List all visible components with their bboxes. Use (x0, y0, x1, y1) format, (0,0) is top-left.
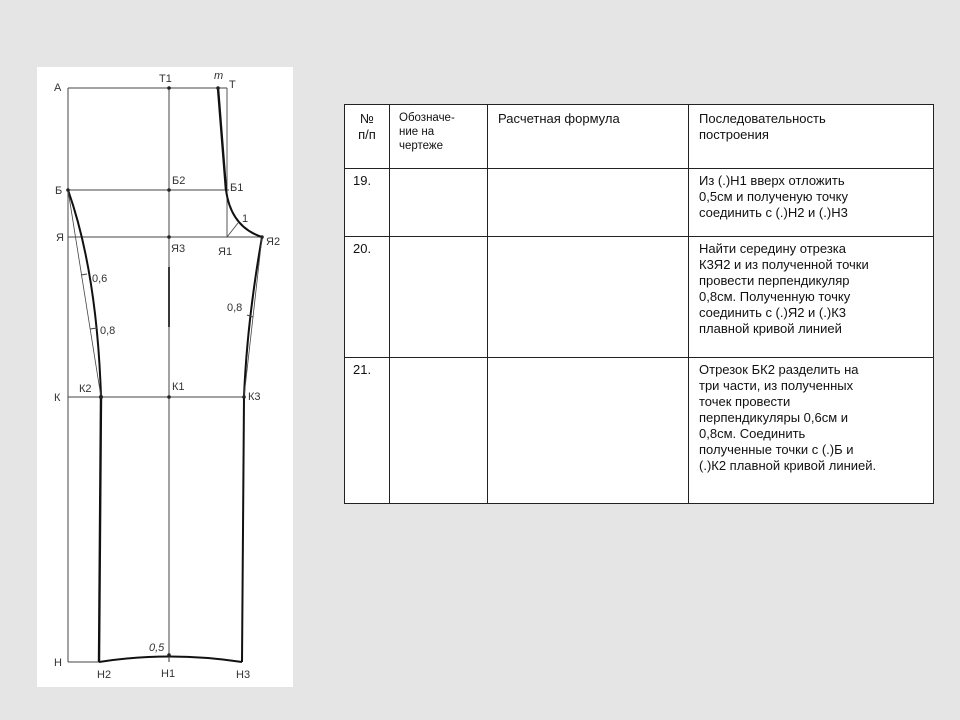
row-sequence-line: перпендикуляры 0,6см и (699, 410, 849, 425)
label-k3: К3 (248, 391, 261, 403)
point-k3 (242, 395, 246, 399)
row-formula (488, 237, 689, 358)
label-m: m (214, 70, 224, 82)
header-num-line1: № (360, 111, 374, 126)
label-n3: Н3 (236, 669, 251, 681)
label-k2: К2 (79, 383, 92, 395)
pattern-drawing-svg (37, 67, 293, 687)
seam-k2-n2 (99, 397, 101, 662)
row-mark (390, 169, 488, 237)
row-formula (488, 358, 689, 504)
header-mark-line3: чертеже (399, 140, 444, 152)
label-n: Н (54, 657, 62, 669)
perp-06 (81, 274, 87, 275)
seam-k3-n3 (242, 397, 244, 662)
header-num-line2: п/п (358, 127, 376, 142)
point-k1 (167, 395, 171, 399)
row-sequence-line: три части, из полученных (699, 378, 854, 393)
label-d06: 0,6 (92, 273, 108, 285)
label-d08-left: 0,8 (100, 325, 116, 337)
row-sequence-line: плавной кривой линией (699, 321, 842, 336)
table-row (345, 237, 934, 358)
row-sequence-line: Найти середину отрезка (699, 241, 846, 256)
label-t: Т (229, 79, 236, 91)
label-one: 1 (242, 213, 249, 225)
row-sequence-line: К3Я2 и из полученной точки (699, 257, 869, 272)
table-header-row (345, 105, 934, 169)
point-t1 (167, 86, 171, 90)
label-k: К (54, 392, 61, 404)
header-sequence-line1: Последовательность (699, 111, 826, 126)
label-b: Б (55, 185, 63, 197)
pattern-drawing (37, 67, 293, 687)
label-ya2: Я2 (266, 236, 281, 248)
row-num: 19. (345, 169, 390, 237)
row-sequence-line: Отрезок БК2 разделить на (699, 362, 859, 377)
label-ya: Я (56, 232, 64, 244)
header-mark-line1: Обозначе- (399, 112, 455, 124)
point-k2 (99, 395, 103, 399)
row-sequence-line: Из (.)Н1 вверх отложить (699, 173, 845, 188)
label-n1: Н1 (161, 668, 176, 680)
header-mark (390, 105, 488, 169)
bisector-ya1 (227, 223, 238, 237)
label-ya1: Я1 (218, 246, 233, 258)
point-n1-raised (167, 653, 171, 657)
row-sequence-line: провести перпендикуляр (699, 273, 850, 288)
row-sequence (689, 237, 934, 358)
row-sequence (689, 169, 934, 237)
table-row (345, 358, 934, 504)
label-n2: Н2 (97, 669, 112, 681)
row-sequence-line: 0,5см и полученую точку (699, 189, 848, 204)
row-sequence-line: (.)К2 плавной кривой линией. (699, 458, 877, 473)
row-sequence-line: 0,8см. Полученную точку (699, 289, 851, 304)
label-b2: Б2 (172, 175, 186, 187)
header-formula (488, 105, 689, 169)
row-num: 20. (345, 237, 390, 358)
row-mark (390, 358, 488, 504)
row-sequence-line: полученные точки с (.)Б и (699, 442, 854, 457)
row-mark (390, 237, 488, 358)
header-sequence (689, 105, 934, 169)
construction-steps-table (344, 104, 934, 504)
header-num (345, 105, 390, 169)
seam-m-b1 (218, 88, 226, 190)
row-sequence-line: соединить с (.)Я2 и (.)К3 (699, 305, 847, 320)
point-b2 (167, 188, 171, 192)
row-sequence-line: соединить с (.)Н2 и (.)Н3 (699, 205, 848, 220)
hem-curve (99, 657, 242, 663)
row-sequence-line: точек провести (699, 394, 791, 409)
point-ya2 (260, 235, 264, 239)
label-k1: К1 (172, 381, 185, 393)
row-sequence (689, 358, 934, 504)
point-ya3 (167, 235, 171, 239)
label-d08-right: 0,8 (227, 302, 243, 314)
label-d05: 0,5 (149, 642, 165, 654)
row-formula (488, 169, 689, 237)
row-num: 21. (345, 358, 390, 504)
chord-b-k2 (68, 190, 101, 397)
header-mark-line2: ние на (399, 126, 435, 138)
label-t1: Т1 (159, 73, 172, 85)
row-sequence-line: 0,8см. Соединить (699, 426, 806, 441)
table-row (345, 169, 934, 237)
label-ya3: Я3 (171, 243, 186, 255)
label-b1: Б1 (230, 182, 244, 194)
header-sequence-line2: построения (699, 127, 769, 142)
point-b (66, 188, 70, 192)
label-a: А (54, 82, 62, 94)
header-formula-text: Расчетная формула (498, 111, 620, 126)
point-m (216, 86, 220, 90)
